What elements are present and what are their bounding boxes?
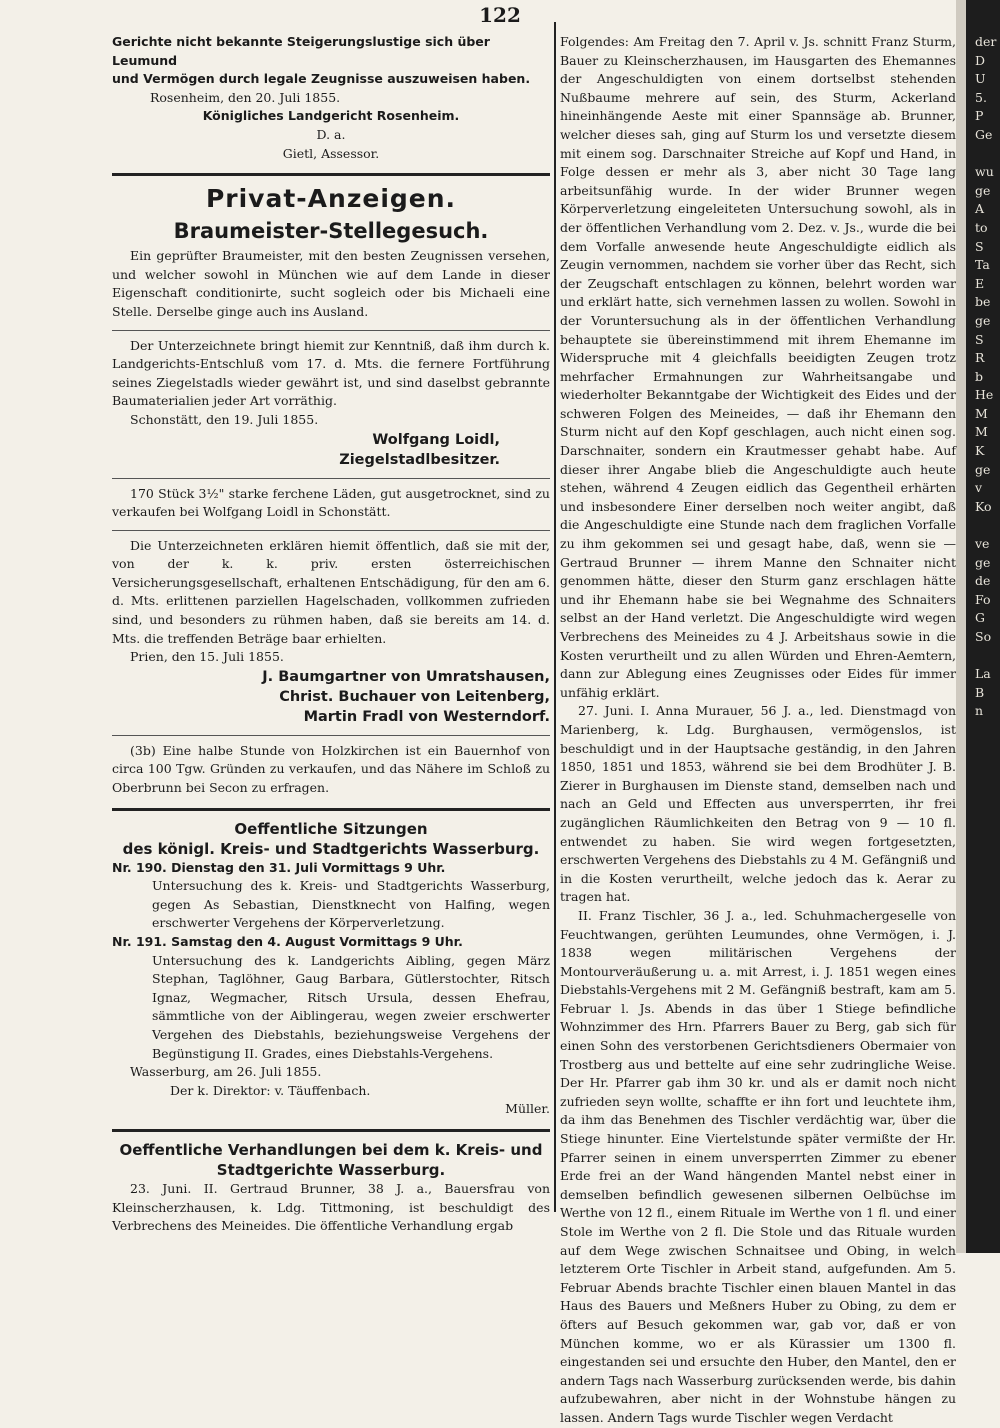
- ad4-signer-2: Christ. Buchauer von Leitenberg,: [279, 688, 550, 705]
- strip-line: Ge: [975, 126, 993, 142]
- strip-line: M: [975, 405, 988, 421]
- strip-line: B: [975, 684, 985, 700]
- ad-divider: [112, 530, 550, 531]
- notice-line-1: Gerichte nicht bekannte Steigerungslustige sich über Leumund: [112, 34, 490, 68]
- ad3-text: 170 Stück 3½" starke ferchene Läden, gut ausgetrocknet, sind zu verkaufen bei Wolfgang Loidl in Schonstätt.: [112, 485, 550, 520]
- strip-line: de: [975, 573, 991, 589]
- strip-line: D: [975, 52, 986, 68]
- strip-line: [975, 647, 997, 666]
- ad4-date: Prien, den 15. Juli 1855.: [130, 649, 284, 665]
- strip-line: Fo: [975, 591, 991, 607]
- strip-line: S: [975, 331, 984, 347]
- strip-line: Ko: [975, 498, 992, 514]
- next-page-fragment: [975, 33, 997, 1213]
- page-number: 122: [479, 3, 521, 27]
- strip-line: b: [975, 368, 984, 384]
- ad2-date: Schonstätt, den 19. Juli 1855.: [130, 411, 319, 427]
- ad-divider: [112, 735, 550, 736]
- session-1-text: Untersuchung des k. Kreis- und Stadtgerichts Wasserburg, gegen As Sebastian, Dienstknecht von Halfing, wegen erschwerter Vergehens der Körperverletzung.: [152, 878, 550, 931]
- ad4-signer-1: J. Baumgartner von Umratshausen,: [262, 668, 550, 685]
- sessions-title-2: des königl. Kreis- und Stadtgerichts Wasserburg.: [122, 839, 540, 858]
- strip-line: P: [975, 108, 984, 124]
- proceedings-paragraph-3: II. Franz Tischler, 36 J. a., led. Schuhmachergeselle von Feuchtwangen, gerühten Leumundes, ohne Vermögen, i. J. 1838 wegen militärischen Vergehens der Montourveräußerung u. a. mit Arrest, i. J. 1851 wegen eines Diebstahls-Vergehens mit 2 M. Gefängniß bestraft, kam am 5. Februar l. Js. Abends in das über 1 Stiege befindliche Wohnzimmer des Hrn. Pfarrers Bauer zu Berg, gab sich für einen Sohn des verstorbenen Gerichtsdieners Obermaier von Trostberg aus und bettelte auf eine sehr zudringliche Weise. Der Hr. Pfarrer gab ihm 30 kr. und als er damit noch nicht zufrieden seyn wollte, schaffte er ihn fort und leuchtete ihm, da ihm das Benehmen des Tischler verdächtig war, über die Stiege hinunter. Eine Viertelstunde später vermißte der Hr. Pfarrer seinen in einem unversperrten Zimmer zu ebener Erde frei an der Wand hängenden Mantel nebst einer in demselben befindlich gewesenen silbernen Oelbüchse im Werthe von 12 fl., einem Rituale im Werthe von 1 fl. und einer Stole im Werthe von 2 fl. Die Stole und das Rituale wurden auf dem Wege zwischen Schnaitsee und Obing, in welch letzterem Orte Tischler in Arbeit stand, aufgefunden. Am 5. Februar Abends brachte Tischler einen blauen Mantel in das Haus des Bauers und Meßners Huber zu Obing, zu dem er öfters auf Besuch gekommen war, gab vor, daß er von München komme, wo er als Kürassier um 1300 fl. eingestanden sei und ersuchte den Huber, den Mantel, den er andern Tags nach Wasserburg zurücksenden werde, bis dahin aufzubewahren, aber nicht in der Wohnstube hängen zu lassen. Andern Tags wurde Tischler wegen Verdacht: [560, 907, 956, 1425]
- strip-line: La: [975, 666, 991, 682]
- strip-line: [975, 145, 997, 164]
- proceedings-title-1: Oeffentliche Verhandlungen bei dem k. Kreis- und: [119, 1140, 543, 1159]
- proceedings-text: 23. Juni. II. Gertraud Brunner, 38 J. a., Bauersfrau von Kleinscherzhausen, k. Ldg. Tittmoning, ist beschuldigt des Verbrechens des Meineides. Die öffentliche Verhandlung ergab: [112, 1180, 550, 1234]
- ad5-text: (3b) Eine halbe Stunde von Holzkirchen ist ein Bauernhof von circa 100 Tgw. Gründen zu verkaufen, und das Nähere im Schloß zu Oberbrunn bei Secon zu erfragen.: [112, 742, 550, 796]
- strip-line: U: [975, 71, 986, 87]
- strip-line: [975, 516, 997, 535]
- strip-line: n: [975, 703, 984, 719]
- column-rule: [554, 22, 556, 1212]
- ad2-text: Der Unterzeichnete bringt hiemit zur Kenntniß, daß ihm durch k. Landgerichts-Entschluß vom 17. d. Mts. die fernere Fortführung seines Ziegelstadls wieder gewährt ist, und sind daselbst gebrannte Baumaterialien jeder Art vorräthig.: [112, 337, 550, 409]
- strip-line: G: [975, 610, 985, 626]
- session-2-text: Untersuchung des k. Landgerichts Aibling, gegen März Stephan, Taglöhner, Gaug Barbara, Gütlerstochter, Ritsch Ignaz, Wegmacher, Ritsch Ursula, dessen Ehefrau, sämmtliche von der Aiblingerau, wegen zweier erschwerter Vergehen des Diebstahls, beziehungsweise Vergehens der Begünstigung II. Grades, eines Diebstahls-Vergehens.: [152, 952, 550, 1061]
- strip-line: to: [975, 219, 988, 235]
- section-divider: [112, 1129, 550, 1132]
- notice-line-2: und Vermögen durch legale Zeugnisse auszuweisen haben.: [112, 71, 531, 87]
- sessions-clerk: Müller.: [505, 1101, 550, 1117]
- session-1-lead: Nr. 190. Dienstag den 31. Juli Vormittags 9 Uhr.: [112, 859, 446, 875]
- page-edge: [956, 0, 966, 1253]
- strip-line: ve: [975, 536, 990, 552]
- strip-line: He: [975, 387, 994, 403]
- strip-line: ge: [975, 182, 991, 198]
- ad2-name: Wolfgang Loidl,: [372, 431, 500, 448]
- ad2-role: Ziegelstadlbesitzer.: [339, 451, 500, 468]
- ad-divider: [112, 330, 550, 331]
- proceedings-title-2: Stadtgerichte Wasserburg.: [216, 1160, 446, 1179]
- strip-line: v: [975, 480, 983, 496]
- left-column: [112, 33, 550, 1234]
- strip-line: ge: [975, 554, 991, 570]
- section-title: Privat-Anzeigen.: [205, 184, 457, 214]
- notice-abbr: D. a.: [316, 126, 346, 142]
- strip-line: E: [975, 275, 985, 291]
- middle-column: [560, 33, 956, 1425]
- sessions-date: Wasserburg, am 26. Juli 1855.: [130, 1064, 322, 1080]
- strip-line: R: [975, 350, 985, 366]
- notice-signature: Gietl, Assessor.: [282, 145, 380, 161]
- strip-line: A: [975, 201, 985, 217]
- strip-line: M: [975, 424, 988, 440]
- ad4-text: Die Unterzeichneten erklären hiemit öffentlich, daß sie mit der, von der k. k. priv. ersten österreichischen Versicherungsgesellschaft, erhaltenen Entschädigung, für den am 6. d. Mts. erlittenen parziellen Hagelschaden, vollkommen zufrieden sind, und besonders zu rühmen haben, daß sie bereits am 14. d. Mts. die treffenden Beträge baar erhielten.: [112, 537, 550, 646]
- strip-line: wu: [975, 164, 994, 180]
- ad-divider: [112, 478, 550, 479]
- section-divider: [112, 173, 550, 176]
- strip-line: 5.: [975, 89, 987, 105]
- section-divider: [112, 808, 550, 811]
- strip-line: der: [975, 34, 997, 49]
- strip-line: So: [975, 629, 992, 644]
- strip-line: be: [975, 294, 991, 310]
- proceedings-paragraph-1: Folgendes: Am Freitag den 7. April v. Js. schnitt Franz Sturm, Bauer zu Kleinscherzhausen, im Hausgarten des Ehemannes der Angeschuldigten von einem dortselbst stehenden Nußbaume mehrere auf sein, des Sturm, Ackerland hineinhängende Aeste mit einer Spannsäge ab. Brunner, welcher dieses sah, ging auf Sturm los und versetzte diesem mit einem sog. Darschnaiter Streiche auf Kopf und Hand, in Folge dessen er mehr als 3, aber nicht 30 Tage lang arbeitsunfähig wurde. In der wider Brunner wegen Körperverletzung eingeleiteten Untersuchung sowohl, als in der öffentlichen Verhandlung vom 2. Dez. v. Js., wurde die bei dem Vorfalle anwesende heute Angeschuldigte eidlich als Zeugin vernommen, nachdem sie vorher über das Recht, sich der Zeugschaft entschlagen zu können, belehrt worden war und erklärt hatte, sich vernehmen lassen zu wollen. Sowohl in der Voruntersuchung als in der öffentlichen Verhandlung behauptete sie übereinstimmend mit ihrem Ehemanne im Widerspruche mit 4 gleichfalls beeidigten Zeugen trotz mehrfacher Ermahnungen zur Wahrheitsangabe und wiederholter Bekanntgabe der Wichtigkeit des Eides und der schweren Folgen des Meineides, — daß ihr Ehemann den Sturm nicht auf den Kopf geschlagen, auch nicht einen sog. Darschnaiter, sondern ein Krautmesser gehabt habe. Auf dieser ihrer Angabe blieb die Angeschuldigte auch heute stehen, während 4 Zeugen eidlich das Gegentheil erhärten und insbesondere Einer derselben noch weiter angibt, daß die Angeschuldigte eine Stunde nach dem fraglichen Vorfalle zu ihm gekommen sei und gesagt habe, daß, wenn sie — Gertraud Brunner — ihrem Manne den Schnaiter nicht genommen hätte, dieser den Sturm ganz erschlagen hätte und ihr Ehemann habe sie bei Wegnahme des Schnaiters selbst an der Hand verletzt. Die Angeschuldigte wird wegen Verbrechens des Meineides zu 4 J. Arbeitshaus sowie in die Kosten verurtheilt und zu allen Würden und Ehren-Aemtern, dann zur Ablegung eines Zeugnisses oder Eides für immer unfähig erklärt.: [560, 34, 956, 700]
- strip-line: S: [975, 238, 984, 254]
- notice-date: Rosenheim, den 20. Juli 1855.: [150, 89, 341, 105]
- sessions-director: Der k. Direktor: v. Täuffenbach.: [170, 1082, 371, 1098]
- strip-line: ge: [975, 461, 991, 477]
- notice-court: Königliches Landgericht Rosenheim.: [202, 108, 460, 124]
- proceedings-paragraph-2: 27. Juni. I. Anna Murauer, 56 J. a., led. Dienstmagd von Marienberg, k. Ldg. Burghausen, vermögenslos, ist beschuldigt und in der Hauptsache geständig, in den Jahren 1850, 1851 und 1853, während sie bei dem Brodhüter J. B. Zierer in Burghausen im Dienste stand, demselben nach und nach an Geld und Effecten aus unversperrten, ihr frei zugänglichen Räumlichkeiten den Betrag von 9 — 10 fl. entwendet zu haben. Sie wird wegen fortgesetzten, erschwerten Vergehens des Diebstahls zu 4 M. Gefängniß und in die Kosten verurtheilt, welche jedoch das k. Aerar zu tragen hat.: [560, 703, 956, 905]
- strip-line: Ta: [975, 257, 990, 273]
- ad4-signer-3: Martin Fradl von Westerndorf.: [303, 708, 550, 725]
- ad1-title: Braumeister-Stellegesuch.: [173, 219, 489, 244]
- strip-line: ge: [975, 312, 991, 328]
- session-2-lead: Nr. 191. Samstag den 4. August Vormittags 9 Uhr.: [112, 934, 463, 949]
- sessions-title-1: Oeffentliche Sitzungen: [234, 819, 428, 838]
- strip-line: K: [975, 443, 985, 459]
- ad1-text: Ein geprüfter Braumeister, mit den besten Zeugnissen versehen, und welcher sowohl in München wie auf dem Lande in dieser Eigenschaft conditionirte, sucht sogleich oder bis Michaeli eine Stelle. Derselbe ginge auch ins Ausland.: [112, 248, 550, 319]
